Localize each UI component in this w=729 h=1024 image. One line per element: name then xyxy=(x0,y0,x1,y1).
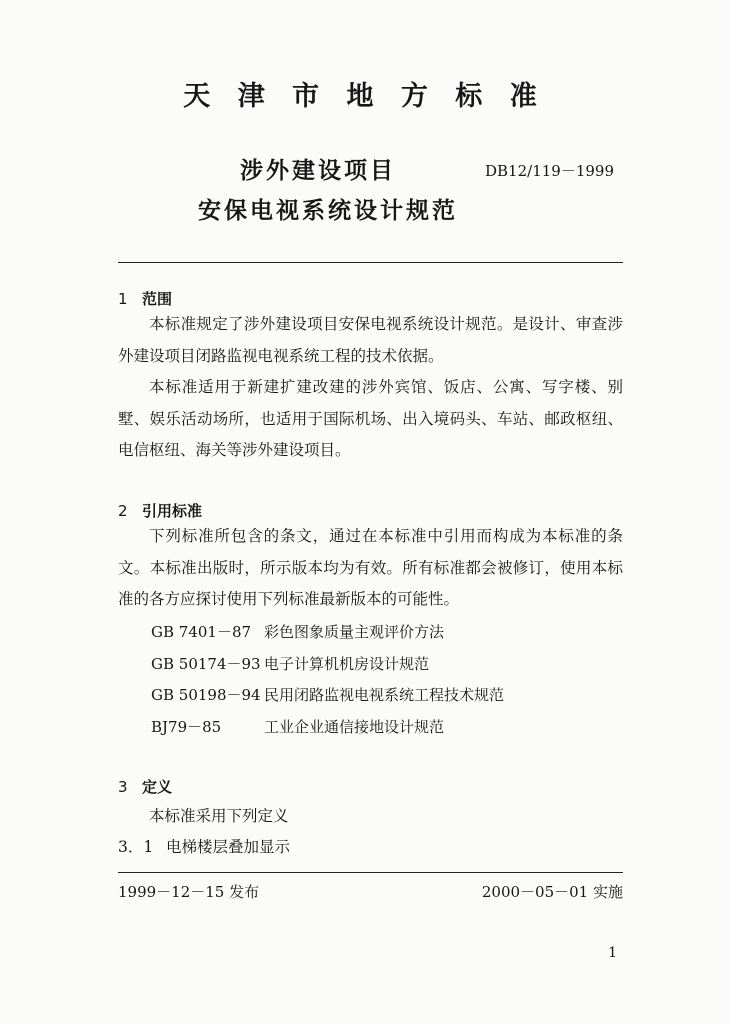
reference-list xyxy=(151,617,571,743)
effective-date: 2000－05－01 实施 xyxy=(481,883,623,901)
definition-term: 电梯楼层叠加显示 xyxy=(166,838,291,856)
reference-code: BJ79－85 xyxy=(151,717,222,736)
reference-item xyxy=(151,649,571,681)
section-number: 1 xyxy=(118,290,128,308)
reference-title: 电子计算机机房设计规范 xyxy=(264,654,430,673)
section-3-heading xyxy=(118,776,172,797)
section-title: 定义 xyxy=(142,778,173,796)
section-2-body xyxy=(118,521,623,616)
reference-code: GB 7401－87 xyxy=(151,623,252,641)
reference-item xyxy=(151,617,571,649)
reference-title: 彩色图象质量主观评价方法 xyxy=(264,623,445,641)
section-title: 范围 xyxy=(142,290,173,308)
page-number: 1 xyxy=(608,945,617,961)
reference-item xyxy=(151,680,571,712)
reference-item xyxy=(151,712,571,744)
paragraph: 下列标准所包含的条文，通过在本标准中引用而构成为本标准的条文。本标准出版时，所示版本均为有效。所有标准都会被修订，使用本标准的各方应探讨使用下列标准最新版本的可能性。 xyxy=(118,527,623,608)
section-number: 2 xyxy=(118,502,128,520)
paragraph: 本标准规定了涉外建设项目安保电视系统设计规范。是设计、审查涉外建设项目闭路监视电视系统工程的技术依据。 xyxy=(118,315,623,365)
section-2-heading xyxy=(118,500,202,521)
standard-header-title: 天 津 市 地 方 标 准 xyxy=(183,81,546,112)
definition-3-1 xyxy=(118,835,290,857)
section-title: 引用标准 xyxy=(142,502,203,520)
section-number: 3 xyxy=(118,778,128,796)
standard-code: DB12/119－1999 xyxy=(485,162,614,180)
footer-divider xyxy=(118,872,623,873)
reference-code: GB 50198－94 xyxy=(151,686,261,704)
reference-title: 民用闭路监视电视系统工程技术规范 xyxy=(264,686,505,704)
section-1-heading xyxy=(118,288,172,309)
reference-code: GB 50174－93 xyxy=(151,654,261,673)
definition-number: 3．1 xyxy=(118,838,154,856)
document-title-line-2: 安保电视系统设计规范 xyxy=(198,198,458,224)
document-title-line-1: 涉外建设项目 xyxy=(240,158,396,184)
issue-date: 1999－12－15 发布 xyxy=(118,883,260,901)
paragraph: 本标准适用于新建扩建改建的涉外宾馆、饭店、公寓、写字楼、别墅、娱乐活动场所，也适用于国际机场、出入境码头、车站、邮政枢纽、电信枢纽、海关等涉外建设项目。 xyxy=(118,378,623,459)
section-1-body xyxy=(118,309,623,467)
reference-title: 工业企业通信接地设计规范 xyxy=(264,717,445,736)
title-divider xyxy=(118,262,623,263)
definitions-intro: 本标准采用下列定义 xyxy=(149,807,289,825)
